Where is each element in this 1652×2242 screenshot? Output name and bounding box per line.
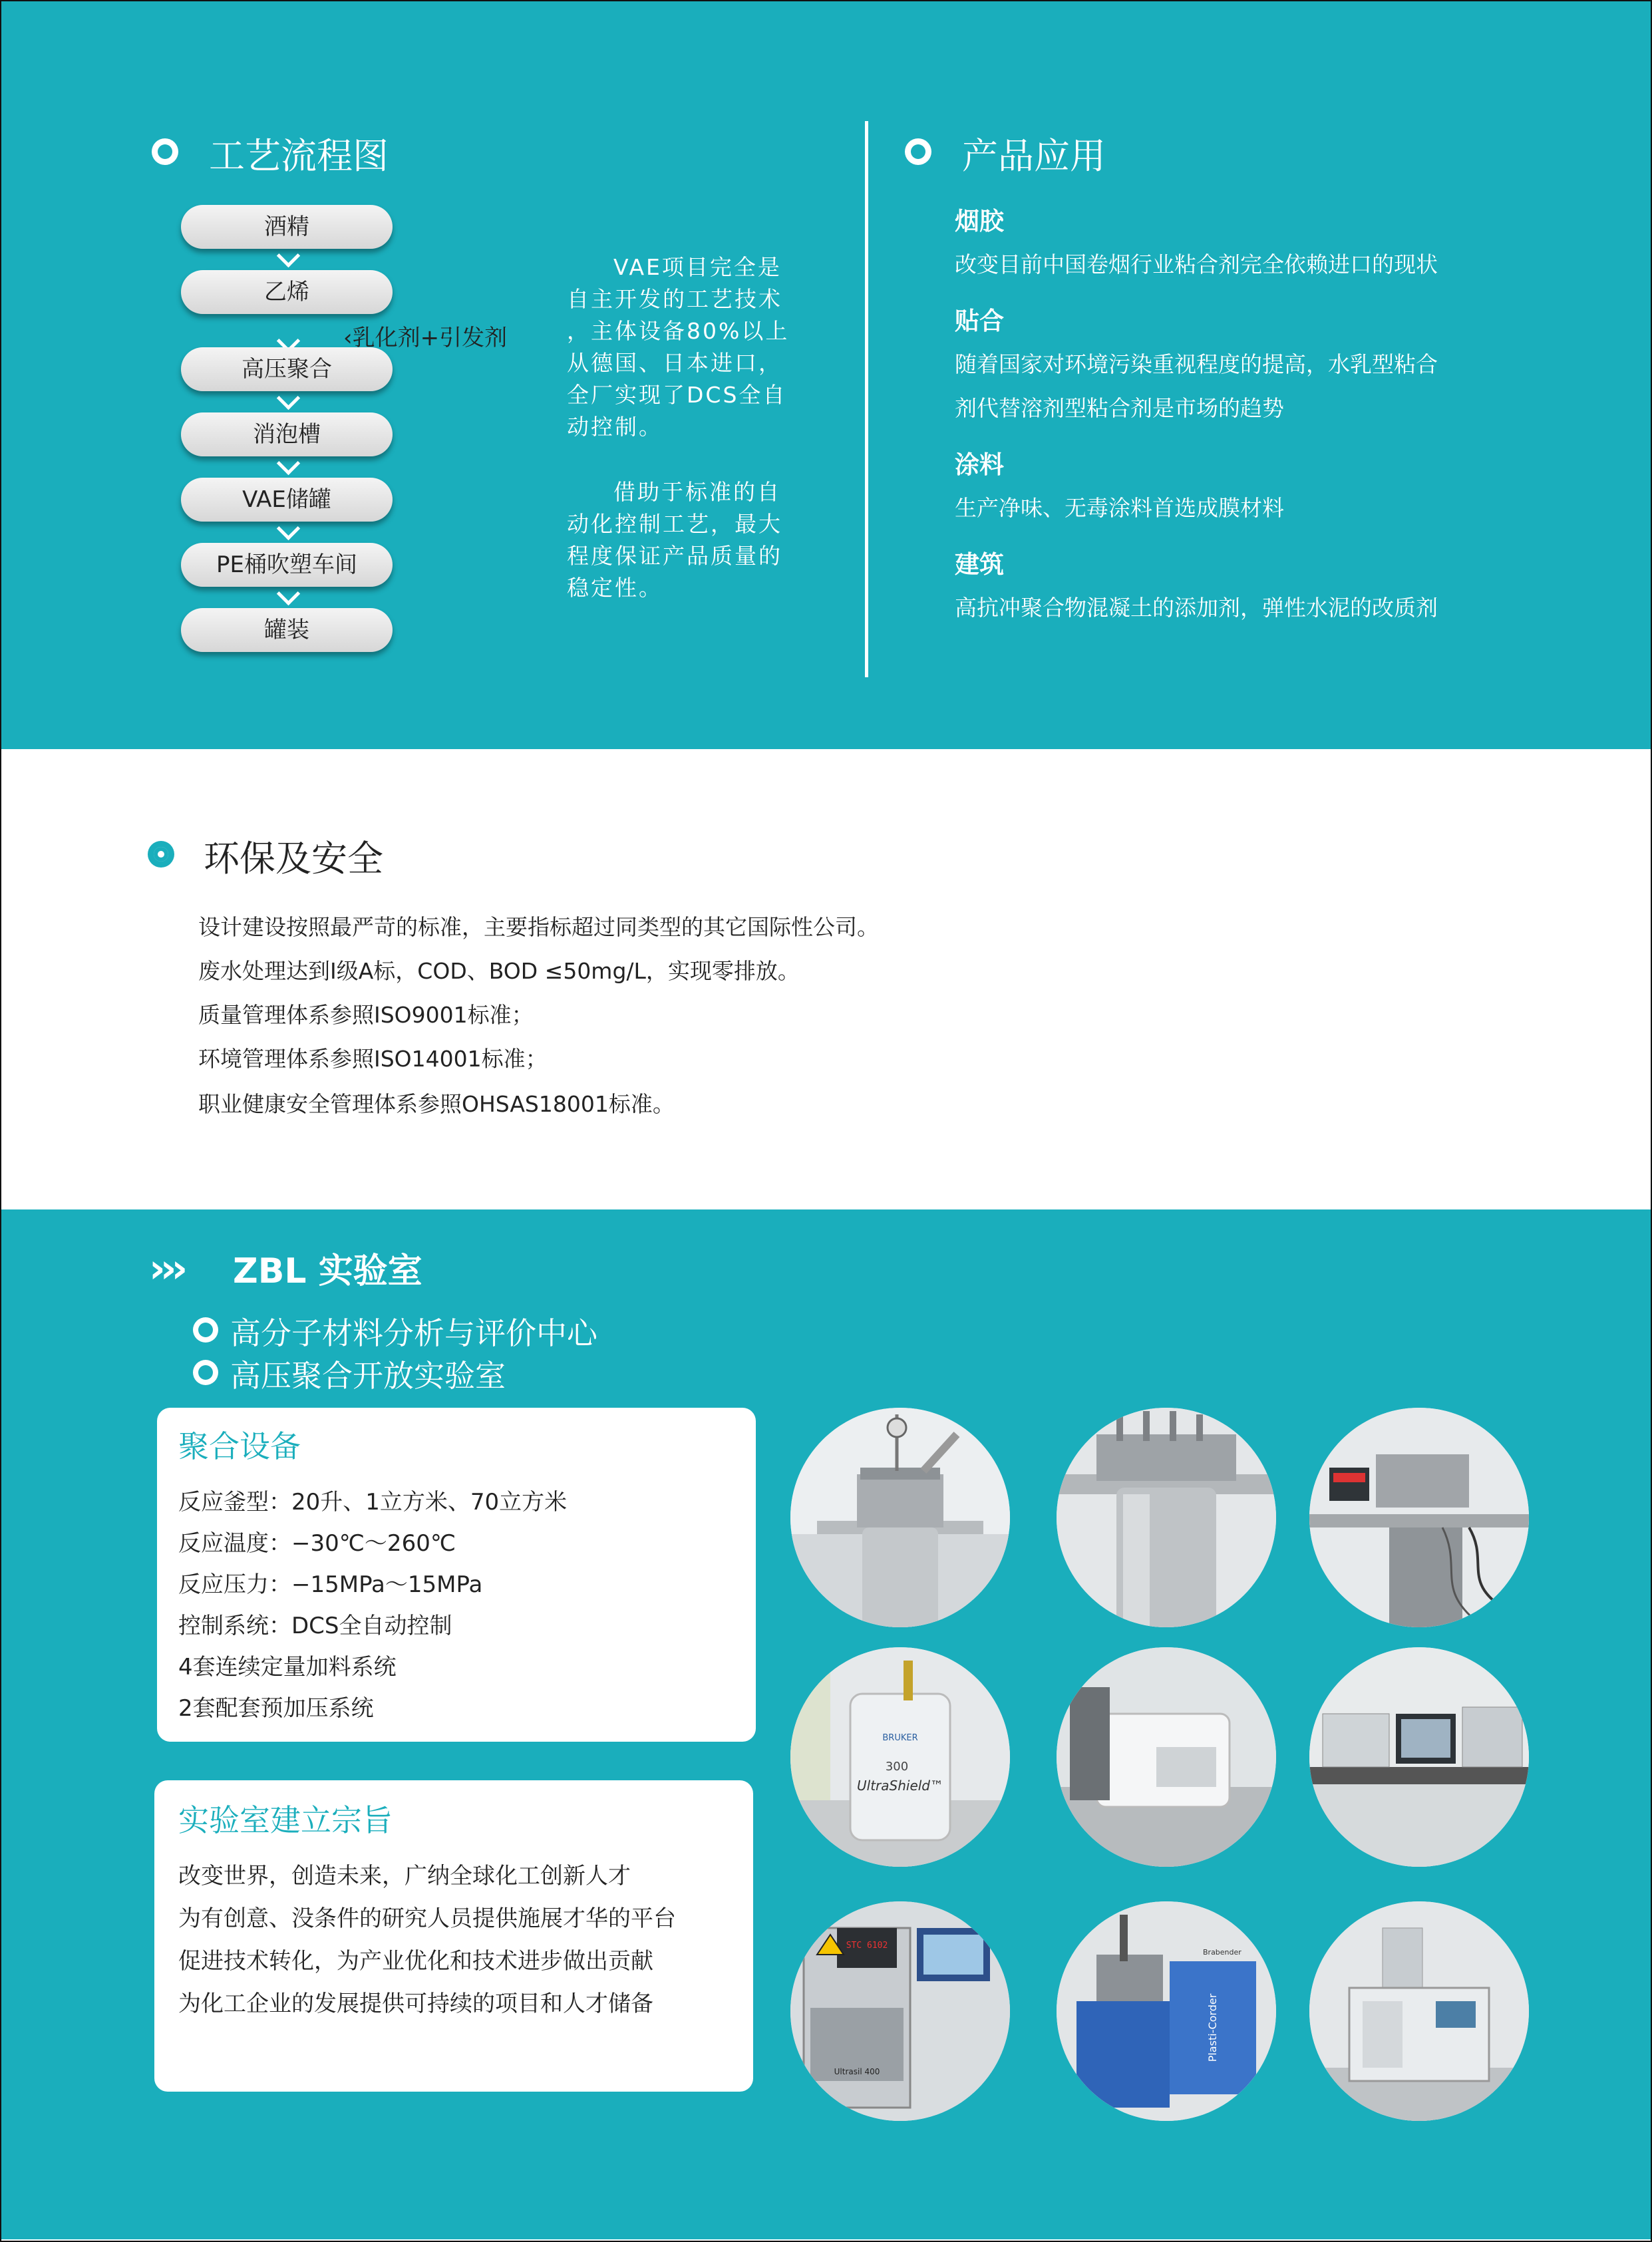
mission-title: 实验室建立宗旨 bbox=[178, 1802, 393, 1838]
controller-label: STC 6102 bbox=[846, 1941, 888, 1951]
process-title: 工艺流程图 bbox=[209, 135, 389, 177]
application-bullet-icon bbox=[905, 138, 931, 165]
equipment-line: 反应温度：−30℃～260℃ bbox=[178, 1530, 456, 1557]
reactor-photo-1 bbox=[790, 1408, 1010, 1627]
desc1-line: 动控制。 bbox=[567, 414, 663, 440]
equipment-line: 4套连续定量加料系统 bbox=[178, 1654, 397, 1681]
desc1-line: VAE项目完全是 bbox=[613, 254, 782, 280]
env-line: 设计建设按照最严苛的标准，主要指标超过同类型的其它国际性公司。 bbox=[198, 914, 879, 940]
app-head-building: 建筑 bbox=[955, 550, 1004, 579]
app-text: 随着国家对环境污染重视程度的提高，水乳型粘合 bbox=[955, 351, 1438, 377]
process-side-note bbox=[343, 319, 507, 352]
mission-line: 为有创意、没条件的研究人员提供施展才华的平台 bbox=[178, 1905, 676, 1932]
nmr-model-label: 300 bbox=[885, 1760, 909, 1774]
nmr-brand-label: BRUKER bbox=[882, 1733, 918, 1743]
process-step-pill: PE桶吹塑车间 bbox=[181, 543, 393, 587]
equipment-title: 聚合设备 bbox=[178, 1428, 301, 1464]
sub-bullet-icon bbox=[193, 1317, 218, 1343]
app-text: 高抗冲聚合物混凝土的添加剂，弹性水泥的改质剂 bbox=[955, 595, 1438, 621]
sub-bullet-icon bbox=[193, 1360, 218, 1385]
side-note-text: 乳化剂+引发剂 bbox=[352, 325, 508, 351]
desc1-line: ，主体设备80%以上 bbox=[567, 318, 790, 344]
lab-sub-analysis: 高分子材料分析与评价中心 bbox=[230, 1315, 597, 1351]
desc2-line: 借助于标准的自 bbox=[613, 479, 781, 505]
nmr-photo bbox=[790, 1647, 1010, 1867]
triple-chevron-icon: ››› bbox=[149, 1245, 183, 1292]
left-chevron-icon: ‹ bbox=[343, 325, 353, 351]
mission-line: 促进技术转化，为产业优化和技术进步做出贡献 bbox=[178, 1948, 653, 1975]
process-step-pill: 高压聚合 bbox=[181, 347, 393, 391]
chevron-down-icon bbox=[274, 526, 301, 538]
environment-title: 环保及安全 bbox=[204, 838, 383, 880]
extruder-photo bbox=[1057, 1901, 1276, 2121]
gc-photo-2 bbox=[1309, 1901, 1529, 2121]
app-text: 生产净味、无毒涂料首选成膜材料 bbox=[955, 495, 1284, 521]
equipment-line: 控制系统：DCS全自动控制 bbox=[178, 1613, 452, 1639]
analyzer-photo bbox=[1057, 1647, 1276, 1867]
app-text: 剂代替溶剂型粘合剂是市场的趋势 bbox=[955, 395, 1284, 421]
lab-sub-polymerization: 高压聚合开放实验室 bbox=[230, 1358, 506, 1394]
desc2-line: 程度保证产品质量的 bbox=[567, 543, 782, 569]
application-title: 产品应用 bbox=[962, 135, 1106, 177]
app-head-laminate: 贴合 bbox=[955, 307, 1004, 335]
environment-bullet-icon bbox=[148, 841, 174, 868]
chevron-down-icon bbox=[274, 591, 301, 603]
app-head-coating: 涂料 bbox=[955, 450, 1004, 479]
env-line: 职业健康安全管理体系参照OHSAS18001标准。 bbox=[198, 1091, 675, 1117]
process-step-pill: 消泡槽 bbox=[181, 412, 393, 456]
mission-line: 改变世界，创造未来，广纳全球化工创新人才 bbox=[178, 1863, 631, 1889]
env-line: 环境管理体系参照ISO14001标准； bbox=[198, 1046, 548, 1072]
desc2-line: 稳定性。 bbox=[567, 575, 663, 601]
equipment-line: 反应釜型：20升、1立方米、70立方米 bbox=[178, 1489, 568, 1516]
chevron-down-icon bbox=[274, 253, 301, 265]
gc-photo-1 bbox=[1309, 1647, 1529, 1867]
mission-line: 为化工企业的发展提供可持续的项目和人才储备 bbox=[178, 1991, 653, 2017]
env-line: 废水处理达到Ⅰ级A标，COD、BOD ≤50mg/L，实现零排放。 bbox=[198, 958, 800, 984]
process-desc-1 bbox=[567, 251, 789, 443]
process-step-pill: VAE储罐 bbox=[181, 478, 393, 522]
equipment-line: 反应压力：−15MPa～15MPa bbox=[178, 1571, 483, 1598]
controller-photo bbox=[790, 1901, 1010, 2121]
desc1-line: 全厂实现了DCS全自 bbox=[567, 382, 787, 408]
desc2-line: 动化控制工艺，最大 bbox=[567, 511, 782, 537]
equipment-card bbox=[157, 1408, 756, 1742]
divider-line bbox=[865, 121, 868, 677]
equipment-line: 2套配套预加压系统 bbox=[178, 1695, 374, 1722]
desc1-line: 从德国、日本进口， bbox=[567, 350, 782, 376]
process-step-pill: 罐装 bbox=[181, 608, 393, 652]
process-bullet-icon bbox=[152, 138, 178, 165]
plasti-label: Plasti-Corder bbox=[1206, 1993, 1219, 2062]
nmr-shield-label: UltraShield™ bbox=[857, 1778, 943, 1794]
mission-card bbox=[154, 1780, 753, 2092]
chevron-down-icon bbox=[274, 460, 301, 472]
reactor-photo-2 bbox=[1057, 1408, 1276, 1627]
lab-title: ZBL 实验室 bbox=[233, 1251, 422, 1291]
desc1-line: 自主开发的工艺技术 bbox=[567, 286, 782, 312]
cabinet-label: Ultrasil 400 bbox=[834, 2067, 880, 2076]
app-head-tobacco: 烟胶 bbox=[955, 207, 1004, 236]
brabender-label: Brabender bbox=[1203, 1948, 1241, 1957]
reactor-photo-3 bbox=[1309, 1408, 1529, 1627]
app-text: 改变目前中国卷烟行业粘合剂完全依赖进口的现状 bbox=[955, 251, 1438, 277]
env-line: 质量管理体系参照ISO9001标准； bbox=[198, 1002, 534, 1028]
chevron-down-icon bbox=[274, 395, 301, 407]
process-step-pill: 乙烯 bbox=[181, 270, 393, 314]
process-step-pill: 酒精 bbox=[181, 205, 393, 249]
process-desc-2 bbox=[567, 476, 782, 604]
